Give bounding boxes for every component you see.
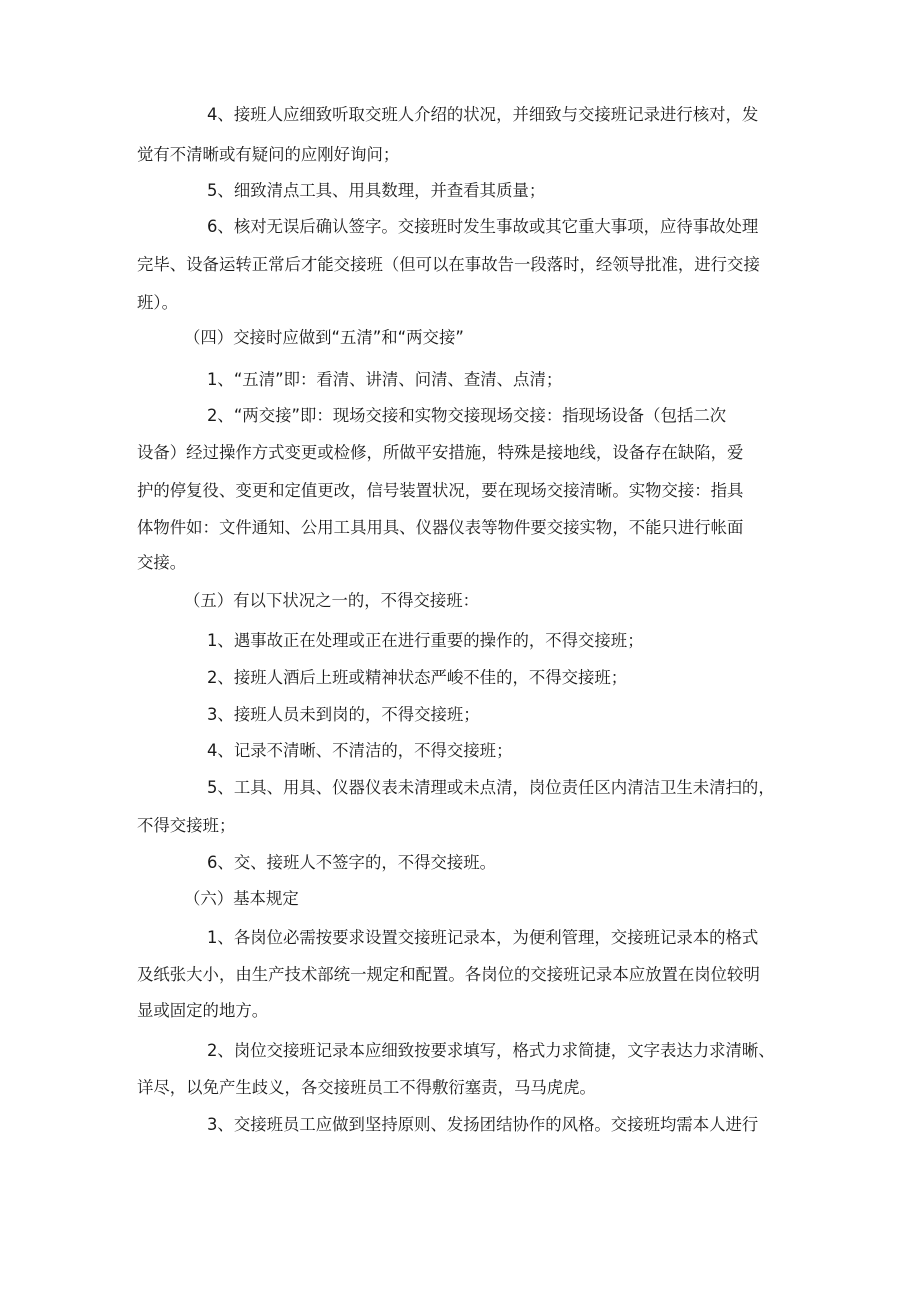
- text-line: 4、记录不清晰、不清洁的，不得交接班；: [207, 741, 513, 760]
- text-line: 1、各岗位必需按要求设置交接班记录本，为便利管理，交接班记录本的格式: [207, 928, 759, 947]
- text-line: 1、遇事故正在处理或正在进行重要的操作的，不得交接班；: [207, 631, 644, 650]
- text-line: 完毕、设备运转正常后才能交接班（但可以在事故告一段落时，经领导批准，进行交接: [137, 255, 760, 274]
- text-line: 5、细致清点工具、用具数理，并查看其质量；: [207, 181, 546, 200]
- text-line: 及纸张大小，由生产技术部统一规定和配置。各岗位的交接班记录本应放置在岗位较明: [137, 965, 760, 984]
- section-heading: （四）交接时应做到“五清”和“两交接”: [184, 328, 464, 347]
- section-heading: （五）有以下状况之一的，不得交接班：: [184, 591, 480, 610]
- text-line: 觉有不清晰或有疑问的应刚好询问；: [137, 145, 400, 164]
- text-line: 2、接班人酒后上班或精神状态严峻不佳的，不得交接班；: [207, 668, 628, 687]
- text-line: 交接。: [137, 553, 187, 572]
- text-line: 1、“五清”即：看清、讲清、问清、查清、点清；: [207, 370, 563, 389]
- text-line: 2、岗位交接班记录本应细致按要求填写，格式力求简捷，文字表达力求清晰、: [207, 1041, 775, 1060]
- text-line: 4、接班人应细致听取交班人介绍的状况，并细致与交接班记录进行核对，发: [207, 105, 759, 124]
- text-line: 2、“两交接”即：现场交接和实物交接现场交接：指现场设备（包括二次: [207, 406, 727, 425]
- text-line: 不得交接班；: [137, 816, 236, 835]
- text-line: 3、交接班员工应做到坚持原则、发扬团结协作的风格。交接班均需本人进行: [207, 1115, 759, 1134]
- text-line: 设备）经过操作方式变更或检修，所做平安措施，特殊是接地线，设备存在缺陷，爱: [137, 443, 744, 462]
- text-line: 5、工具、用具、仪器仪表未清理或未点清，岗位责任区内清洁卫生未清扫的，: [207, 778, 775, 797]
- text-line: 显或固定的地方。: [137, 1001, 269, 1020]
- text-line: 3、接班人员未到岗的，不得交接班；: [207, 705, 480, 724]
- text-line: 体物件如：文件通知、公用工具用具、仪器仪表等物件要交接实物，不能只进行帐面: [137, 518, 744, 537]
- text-line: 6、核对无误后确认签字。交接班时发生事故或其它重大事项，应待事故处理: [207, 217, 759, 236]
- text-line: 详尽，以免产生歧义，各交接班员工不得敷衍塞责，马马虎虎。: [137, 1078, 596, 1097]
- text-line: 护的停复役、变更和定值更改，信号装置状况，要在现场交接清晰。实物交接：指具: [137, 481, 744, 500]
- section-heading: （六）基本规定: [184, 889, 299, 908]
- text-line: 班）。: [137, 293, 178, 312]
- text-line: 6、交、接班人不签字的，不得交接班。: [207, 853, 497, 872]
